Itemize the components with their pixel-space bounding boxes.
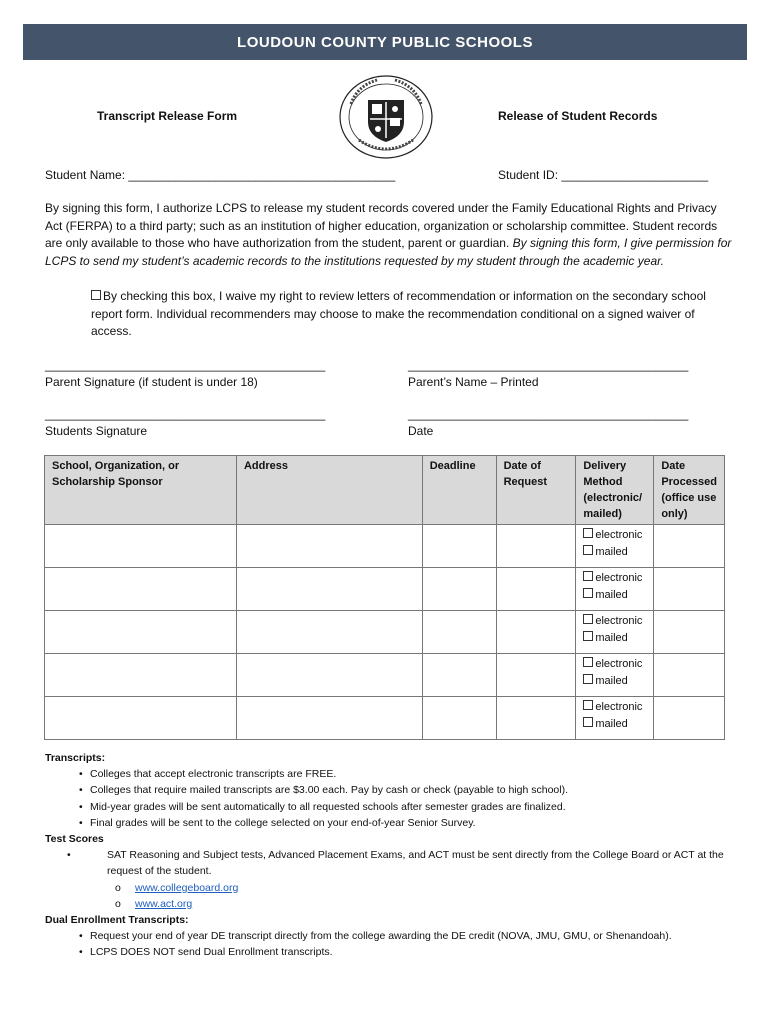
date-request-cell[interactable] [496,611,576,654]
processed-cell [654,611,725,654]
list-item: • Mid-year grades will be sent automatically to all requested schools after semester grades are finalized. [45,799,735,815]
address-cell[interactable] [236,525,422,568]
mailed-checkbox[interactable] [583,588,593,598]
list-item [45,896,735,912]
table-row [45,611,725,654]
notes-section [45,750,735,961]
student-id-field[interactable]: Student ID: ______________________ [498,168,709,182]
delivery-cell [576,525,654,568]
list-item: • Request your end of year DE transcript directly from the college awarding the DE credit (NOVA, JMU, GMU, or Shenandoah). [45,928,735,944]
parent-name-line[interactable]: __________________________________________ [408,358,689,372]
list-item: • Colleges that require mailed transcripts are $3.00 each. Pay by cash or check (payable to high school). [45,782,735,798]
table-header-row [45,456,725,525]
delivery-cell [576,697,654,740]
test-scores-heading: Test Scores [45,833,104,846]
table-row [45,697,725,740]
mailed-checkbox[interactable] [583,674,593,684]
list-item [45,880,735,896]
date-request-cell[interactable] [496,525,576,568]
electronic-option[interactable]: electronic [583,527,646,544]
electronic-option[interactable]: electronic [583,613,646,630]
form-title: Transcript Release Form [97,109,238,123]
transcripts-list [45,766,735,831]
transcripts-heading: Transcripts: [45,752,106,764]
date-request-cell[interactable] [496,568,576,611]
table-row [45,568,725,611]
date-line[interactable]: __________________________________________ [408,407,689,421]
form-subtitle: Release of Student Records [498,109,658,123]
permission-text: By signing this form, I give permission for LCPS to send my student’s academic records to the institutions requested by my student through the academic year. [45,236,732,268]
col-processed-header: Date Processed (office use only) [654,456,725,525]
mailed-option[interactable]: mailed [583,630,646,647]
act-link[interactable]: www.act.org [135,897,193,910]
school-seal-logo [337,74,435,160]
col-sponsor-header: School, Organization, or Scholarship Sponsor [45,456,237,525]
deadline-cell[interactable] [422,525,496,568]
address-cell[interactable] [236,654,422,697]
electronic-option[interactable]: electronic [583,570,646,587]
sponsor-cell[interactable] [45,568,237,611]
col-delivery-header: Delivery Method (electronic/ mailed) [576,456,654,525]
list-item: • SAT Reasoning and Subject tests, Advanced Placement Exams, and ACT must be sent directly from the College Board or ACT at the request of the student. [45,847,735,879]
mailed-option[interactable]: mailed [583,673,646,690]
mailed-option[interactable]: mailed [583,544,646,561]
deadline-cell[interactable] [422,611,496,654]
mailed-checkbox[interactable] [583,545,593,555]
date-label: Date [408,424,434,438]
waiver-checkbox-row[interactable] [91,288,731,341]
student-name-field[interactable]: Student Name: ________________________________________ [45,168,396,182]
electronic-checkbox[interactable] [583,614,593,624]
processed-cell [654,568,725,611]
list-item: • Final grades will be sent to the college selected on your end-of-year Senior Survey. [45,815,735,831]
waiver-checkbox[interactable] [91,290,101,300]
electronic-checkbox[interactable] [583,528,593,538]
address-cell[interactable] [236,697,422,740]
electronic-checkbox[interactable] [583,571,593,581]
date-request-cell[interactable] [496,654,576,697]
table-row [45,525,725,568]
deadline-cell[interactable] [422,568,496,611]
col-deadline-header: Deadline [422,456,496,525]
date-request-cell[interactable] [496,697,576,740]
table-row [45,654,725,697]
list-item: • LCPS DOES NOT send Dual Enrollment transcripts. [45,944,735,960]
address-cell[interactable] [236,611,422,654]
col-address-header: Address [236,456,422,525]
col-date-request-header: Date of Request [496,456,576,525]
electronic-option[interactable]: electronic [583,699,646,716]
authorization-text: By signing this form, I authorize LCPS to release my student records covered under the Family Educational Rights and Privacy Act (FERPA) to a third party; such as an institution of higher education, organization or scholarship committee. Student records are only available to those who have authorization from the student, parent or guardian. [45,201,718,250]
sponsor-cell[interactable] [45,525,237,568]
sponsor-table [44,455,725,740]
electronic-option[interactable]: electronic [583,656,646,673]
sponsor-cell[interactable] [45,697,237,740]
header-title: LOUDOUN COUNTY PUBLIC SCHOOLS [237,33,533,51]
parent-name-label: Parent’s Name – Printed [408,375,539,389]
header-banner [23,24,747,60]
dual-enrollment-list [45,928,735,960]
authorization-paragraph [45,200,735,270]
parent-signature-label: Parent Signature (if student is under 18) [45,375,258,389]
test-scores-list [45,847,735,912]
mailed-checkbox[interactable] [583,631,593,641]
parent-signature-line[interactable]: __________________________________________ [45,358,326,372]
electronic-checkbox[interactable] [583,700,593,710]
dual-enrollment-heading: Dual Enrollment Transcripts: [45,914,189,927]
waiver-label: By checking this box, I waive my right to review letters of recommendation or information on the secondary school report form. Individual recommenders may choose to make the recommendation conditional on a signed waiver of access. [91,289,706,338]
sponsor-cell[interactable] [45,611,237,654]
collegeboard-link[interactable]: www.collegeboard.org [135,881,239,894]
processed-cell [654,654,725,697]
address-cell[interactable] [236,568,422,611]
electronic-checkbox[interactable] [583,657,593,667]
mailed-option[interactable]: mailed [583,587,646,604]
deadline-cell[interactable] [422,697,496,740]
mailed-option[interactable]: mailed [583,716,646,733]
processed-cell [654,697,725,740]
list-item: • Colleges that accept electronic transcripts are FREE. [45,766,735,782]
student-signature-line[interactable]: __________________________________________ [45,407,326,421]
deadline-cell[interactable] [422,654,496,697]
sponsor-cell[interactable] [45,654,237,697]
delivery-cell [576,568,654,611]
mailed-checkbox[interactable] [583,717,593,727]
processed-cell [654,525,725,568]
delivery-cell [576,654,654,697]
student-signature-label: Students Signature [45,424,148,438]
delivery-cell [576,611,654,654]
